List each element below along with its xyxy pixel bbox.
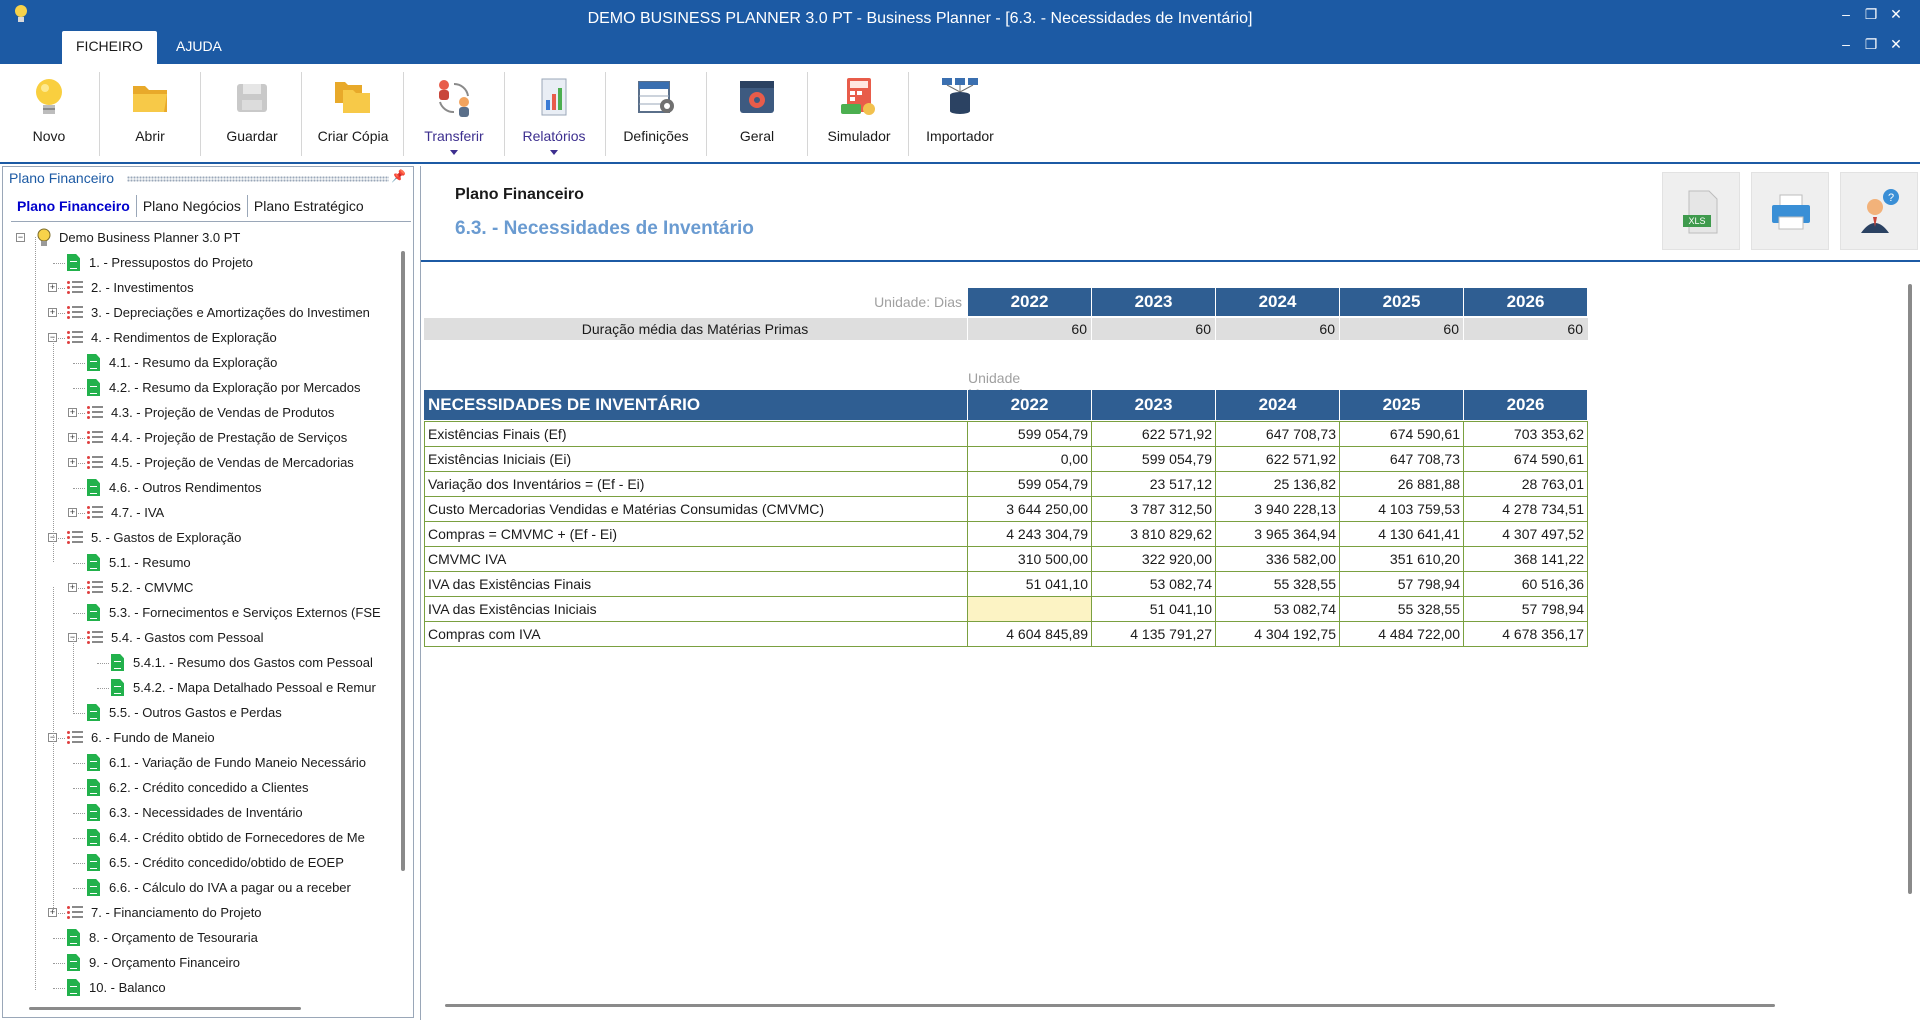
tree-item[interactable] [9, 652, 394, 674]
year-header: 2026 [1464, 390, 1588, 420]
list-icon [67, 731, 83, 745]
document-icon [111, 654, 124, 671]
tree-connector [73, 788, 85, 789]
tree-connector [53, 337, 54, 562]
tree-item-label: 4. - Rendimentos de Exploração [91, 330, 277, 345]
tree-item-label: Demo Business Planner 3.0 PT [59, 230, 241, 245]
list-icon [87, 406, 103, 420]
tree-connector [73, 488, 85, 489]
tree-item-label: 5.4.1. - Resumo dos Gastos com Pessoal [133, 655, 373, 670]
document-icon [87, 379, 100, 396]
list-icon [67, 531, 83, 545]
relatorios-button[interactable]: Relatórios [505, 68, 603, 158]
table-cell[interactable]: 55 328,55 [1340, 597, 1464, 622]
mdi-window-controls [1836, 36, 1906, 56]
collapse-icon[interactable]: − [49, 332, 56, 342]
table-cell[interactable]: 3 644 250,00 [968, 497, 1092, 522]
cell-divider [1215, 318, 1216, 340]
tree-item[interactable] [9, 527, 394, 549]
content-vertical-scrollbar[interactable] [1908, 284, 1912, 894]
lightbulb-icon [29, 76, 69, 118]
row-label: CMVMC IVA [424, 547, 968, 572]
content-panel [420, 166, 1920, 1020]
window-title: DEMO BUSINESS PLANNER 3.0 PT - Business Planner - [6.3. - Necessidades de Inventário] [587, 10, 1253, 27]
table-cell[interactable]: 60 [1567, 321, 1583, 337]
tree-item-label: 4.5. - Projeção de Vendas de Mercadorias [111, 455, 354, 470]
svg-text:?: ? [1887, 192, 1895, 204]
definicoes-button[interactable]: Definições [607, 68, 705, 158]
list-icon [67, 331, 83, 345]
help-button[interactable] [1840, 172, 1918, 250]
cell-divider [1339, 318, 1340, 340]
collapse-icon[interactable]: − [69, 632, 76, 642]
table-cell[interactable]: 53 082,74 [1216, 597, 1340, 622]
tree-item[interactable] [9, 302, 394, 324]
tree-connector [73, 763, 85, 764]
collapse-icon[interactable]: − [17, 232, 24, 242]
tree-item-label: 4.3. - Projeção de Vendas de Produtos [111, 405, 335, 420]
chevron-down-icon [550, 150, 558, 155]
toolbar-separator [403, 72, 404, 156]
table-cell[interactable]: 674 590,61 [1464, 447, 1588, 472]
tree-item-label: 6.5. - Crédito concedido/obtido de EOEP [109, 855, 344, 870]
table-cell[interactable]: 51 041,10 [968, 572, 1092, 597]
tree-vertical-scrollbar[interactable] [401, 251, 405, 871]
table-cell[interactable]: 60 516,36 [1464, 572, 1588, 597]
tree-item-label: 6.4. - Crédito obtido de Fornecedores de Me [109, 830, 365, 845]
tab-plano-estrategico[interactable]: Plano Estratégico [253, 198, 364, 214]
document-icon [87, 554, 100, 571]
criar-copia-button[interactable]: Criar Cópia [304, 68, 402, 158]
tree-item[interactable] [9, 952, 394, 974]
page-title: 6.3. - Necessidades de Inventário [455, 218, 754, 239]
year-header: 2024 [1216, 390, 1340, 420]
year-header: 2024 [1216, 288, 1339, 316]
restore-icon[interactable]: ❐ [1864, 36, 1878, 52]
xls-label: XLS [1688, 216, 1706, 226]
tree-connector [73, 863, 85, 864]
list-icon [87, 581, 103, 595]
document-icon [87, 829, 100, 846]
table-cell[interactable]: 4 278 734,51 [1464, 497, 1588, 522]
tree-connector [97, 663, 109, 664]
document-icon [111, 679, 124, 696]
table-cell[interactable]: 647 708,73 [1216, 422, 1340, 447]
tree-item[interactable] [9, 377, 394, 399]
document-icon [67, 979, 80, 996]
geral-button[interactable]: Geral [708, 68, 806, 158]
row-label: Custo Mercadorias Vendidas e Matérias Consumidas (CMVMC) [424, 497, 968, 522]
navigation-panel [2, 166, 414, 1018]
table-cell[interactable]: 26 881,88 [1340, 472, 1464, 497]
table-cell[interactable]: 60 [1195, 321, 1211, 337]
tree-connector [53, 737, 54, 912]
tree-item-label: 4.7. - IVA [111, 505, 165, 520]
help-user-icon [1841, 173, 1919, 251]
table-cell[interactable]: 53 082,74 [1092, 572, 1216, 597]
novo-button[interactable]: Novo [0, 68, 98, 158]
tree-item-label: 7. - Financiamento do Projeto [91, 905, 262, 920]
lightbulb-icon [35, 228, 53, 248]
tree-item-label: 9. - Orçamento Financeiro [89, 955, 241, 970]
toolbar-separator [200, 72, 201, 156]
minimize-icon[interactable]: – [1842, 36, 1850, 52]
tree-connector [73, 838, 85, 839]
tree-item[interactable] [9, 877, 394, 899]
expand-icon[interactable]: + [69, 507, 76, 517]
tree-item[interactable] [9, 802, 394, 824]
content-header [421, 166, 1920, 262]
table-cell[interactable]: 4 604 845,89 [968, 622, 1092, 647]
tree-item[interactable] [9, 752, 394, 774]
table-cell[interactable]: 4 130 641,41 [1340, 522, 1464, 547]
unit-label: Unidade [968, 370, 1021, 386]
tree-item-label: 4.2. - Resumo da Exploração por Mercados [109, 380, 361, 395]
transferir-button[interactable]: Transferir [405, 68, 503, 158]
list-icon [87, 431, 103, 445]
table-cell[interactable]: 351 610,20 [1340, 547, 1464, 572]
row-label: IVA das Existências Finais [424, 572, 968, 597]
table-cell[interactable]: 0,00 [968, 447, 1092, 472]
row-label: Existências Finais (Ef) [424, 422, 968, 447]
tree-connector [35, 237, 36, 990]
table-cell[interactable]: 57 798,94 [1464, 597, 1588, 622]
table-cell[interactable]: 51 041,10 [1092, 597, 1216, 622]
tree-connector [73, 813, 85, 814]
tree-item[interactable] [9, 852, 394, 874]
tree-item-label: 5.4.2. - Mapa Detalhado Pessoal e Remur [133, 680, 376, 695]
document-icon [67, 954, 80, 971]
table-cell[interactable]: 622 571,92 [1092, 422, 1216, 447]
tree-item[interactable] [9, 452, 394, 474]
cell-divider [967, 318, 968, 340]
row-label: Compras com IVA [424, 622, 968, 647]
minimize-icon[interactable]: – [1842, 6, 1850, 22]
toolbar-separator [706, 72, 707, 156]
document-icon [67, 929, 80, 946]
table-cell[interactable]: 4 243 304,79 [968, 522, 1092, 547]
year-header: 2025 [1340, 390, 1464, 420]
tree-item-label: 3. - Depreciações e Amortizações do Investimen [91, 305, 370, 320]
table-cell[interactable]: 322 920,00 [1092, 547, 1216, 572]
tree-connector [53, 988, 65, 989]
report-chart-icon [534, 76, 574, 118]
tree-item[interactable] [9, 352, 394, 374]
table-cell[interactable]: 4 678 356,17 [1464, 622, 1588, 647]
table-cell[interactable]: 4 307 497,52 [1464, 522, 1588, 547]
table-cell[interactable]: 674 590,61 [1340, 422, 1464, 447]
tree-item[interactable] [9, 502, 394, 524]
year-header: 2023 [1092, 390, 1216, 420]
table-cell[interactable]: 4 304 192,75 [1216, 622, 1340, 647]
table-heading: NECESSIDADES DE INVENTÁRIO [424, 390, 968, 420]
document-icon [87, 779, 100, 796]
gear-window-icon [737, 76, 777, 118]
year-header: 2022 [968, 390, 1092, 420]
restore-icon[interactable]: ❐ [1864, 6, 1878, 22]
table-cell[interactable]: 4 484 722,00 [1340, 622, 1464, 647]
table-cell[interactable]: 3 940 228,13 [1216, 497, 1340, 522]
importador-button[interactable]: Importador [911, 68, 1009, 158]
row-label: Variação dos Inventários = (Ef - Ei) [424, 472, 968, 497]
tree-item[interactable] [9, 977, 394, 997]
tree-item-label: 5.1. - Resumo [109, 555, 191, 570]
tree-item-label: 6.2. - Crédito concedido a Clientes [109, 780, 309, 795]
folder-open-icon [130, 76, 170, 118]
year-header: 2023 [1092, 288, 1215, 316]
table-cell[interactable]: 336 582,00 [1216, 547, 1340, 572]
tree-item[interactable] [9, 577, 394, 599]
title-bar [0, 0, 1920, 64]
expand-icon[interactable]: + [49, 307, 56, 317]
table-cell[interactable]: 368 141,22 [1464, 547, 1588, 572]
table-cell[interactable]: 310 500,00 [968, 547, 1092, 572]
copy-folder-icon [333, 76, 373, 118]
table-cell[interactable]: 28 763,01 [1464, 472, 1588, 497]
table-cell[interactable]: 599 054,79 [968, 472, 1092, 497]
year-header: 2025 [1340, 288, 1463, 316]
calculator-money-icon [839, 76, 879, 118]
toolbar-separator [807, 72, 808, 156]
settings-grid-icon [636, 76, 676, 118]
tree-item-label: 2. - Investimentos [91, 280, 194, 295]
tab-ficheiro[interactable]: FICHEIRO [62, 31, 157, 64]
tree-item-label: 10. - Balanco [89, 980, 166, 995]
document-icon [87, 879, 100, 896]
row-label: IVA das Existências Iniciais [424, 597, 968, 622]
expand-icon[interactable]: + [69, 432, 76, 442]
table-cell[interactable]: 25 136,82 [1216, 472, 1340, 497]
table-cell[interactable]: 60 [1071, 321, 1087, 337]
list-icon [67, 281, 83, 295]
tree-item-label: 4.6. - Outros Rendimentos [109, 480, 262, 495]
guardar-button[interactable]: Guardar [203, 68, 301, 158]
simulador-button[interactable]: Simulador [810, 68, 908, 158]
list-icon [87, 506, 103, 520]
tree-item[interactable] [9, 902, 394, 924]
table-cell[interactable]: 23 517,12 [1092, 472, 1216, 497]
tree-item-label: 5.5. - Outros Gastos e Perdas [109, 705, 282, 720]
tree-item[interactable] [9, 827, 394, 849]
tab-plano-financeiro[interactable]: Plano Financeiro [11, 195, 137, 217]
table-cell[interactable]: 60 [1443, 321, 1459, 337]
table-cell[interactable]: 3 965 364,94 [1216, 522, 1340, 547]
tree-item[interactable] [9, 552, 394, 574]
table-cell[interactable]: 60 [1319, 321, 1335, 337]
table-cell[interactable]: 599 054,79 [1092, 447, 1216, 472]
excel-export-icon [1663, 173, 1741, 251]
toolbar-separator [908, 72, 909, 156]
document-icon [87, 604, 100, 621]
close-icon[interactable]: ✕ [1890, 36, 1902, 52]
tree-item[interactable] [9, 227, 394, 249]
window-controls [1836, 6, 1906, 26]
close-icon[interactable]: ✕ [1890, 6, 1902, 22]
tree-item[interactable] [9, 927, 394, 949]
tree-item[interactable] [9, 327, 394, 349]
tree-item[interactable] [9, 627, 394, 649]
tree-connector [73, 637, 74, 712]
tree-item[interactable] [9, 477, 394, 499]
tree-item-label: 5.3. - Fornecimentos e Serviços Externos (FSE [109, 605, 381, 620]
tab-plano-negocios[interactable]: Plano Negócios [137, 195, 248, 217]
unit-label: Unidade: Dias [874, 294, 962, 310]
panel-title: Plano Financeiro [9, 170, 115, 186]
tree-item-label: 4.4. - Projeção de Prestação de Serviços [111, 430, 348, 445]
toolbar-separator [99, 72, 100, 156]
tree-connector [73, 613, 85, 614]
tree-connector [73, 363, 85, 364]
expand-icon[interactable]: + [69, 407, 76, 417]
document-icon [87, 854, 100, 871]
ribbon-toolbar [0, 64, 1920, 164]
list-icon [87, 456, 103, 470]
tree-item[interactable] [9, 402, 394, 424]
tree-item-label: 6.3. - Necessidades de Inventário [109, 805, 303, 820]
expand-icon[interactable]: + [49, 907, 56, 917]
collapse-icon[interactable]: − [49, 732, 56, 742]
document-icon [87, 804, 100, 821]
tree-item-label: 5.2. - CMVMC [111, 580, 194, 595]
table-cell[interactable]: 3 787 312,50 [1092, 497, 1216, 522]
tree-horizontal-scrollbar[interactable] [29, 1007, 301, 1010]
tree-item[interactable] [9, 602, 394, 624]
content-horizontal-scrollbar[interactable] [445, 1004, 1775, 1007]
tree-item[interactable] [9, 702, 394, 724]
expand-icon[interactable]: + [69, 457, 76, 467]
row-label: Existências Iniciais (Ei) [424, 447, 968, 472]
list-icon [87, 631, 103, 645]
table-cell[interactable]: 4 135 791,27 [1092, 622, 1216, 647]
transfer-users-icon [434, 76, 474, 118]
table-cell[interactable]: 4 103 759,53 [1340, 497, 1464, 522]
tree-item-label: 4.1. - Resumo da Exploração [109, 355, 278, 370]
tree-item-label: 5. - Gastos de Exploração [91, 530, 242, 545]
tree-item[interactable] [9, 427, 394, 449]
table-cell[interactable]: 57 798,94 [1340, 572, 1464, 597]
table-cell[interactable]: 3 810 829,62 [1092, 522, 1216, 547]
tree-connector [53, 263, 65, 264]
table-cell[interactable]: 55 328,55 [1216, 572, 1340, 597]
tree-item[interactable] [9, 277, 394, 299]
collapse-icon[interactable]: − [49, 532, 56, 542]
table-cell[interactable] [968, 597, 1092, 622]
document-icon [67, 254, 80, 271]
tree-item-label: 8. - Orçamento de Tesouraria [89, 930, 258, 945]
tree-connector [73, 388, 85, 389]
year-header: 2026 [1464, 288, 1587, 316]
navigation-tree [9, 227, 394, 997]
toolbar-separator [605, 72, 606, 156]
toolbar-separator [301, 72, 302, 156]
cell-divider [1091, 318, 1092, 340]
document-icon [87, 754, 100, 771]
expand-icon[interactable]: + [49, 282, 56, 292]
export-xls-button[interactable] [1662, 172, 1740, 250]
tree-item[interactable] [9, 677, 394, 699]
save-icon [232, 76, 272, 118]
tree-item-label: 5.4. - Gastos com Pessoal [111, 630, 264, 645]
tree-connector [53, 963, 65, 964]
pin-icon[interactable]: 📌 [391, 169, 406, 183]
print-button[interactable] [1751, 172, 1829, 250]
tree-item-label: 1. - Pressupostos do Projeto [89, 255, 254, 270]
breadcrumb: Plano Financeiro [455, 186, 584, 203]
table-cell[interactable]: 599 054,79 [968, 422, 1092, 447]
tab-ajuda[interactable]: AJUDA [176, 38, 222, 54]
table-cell[interactable]: 622 571,92 [1216, 447, 1340, 472]
chevron-down-icon [450, 150, 458, 155]
row-label: Compras = CMVMC + (Ef - Ei) [424, 522, 968, 547]
tree-item[interactable] [9, 777, 394, 799]
list-icon [67, 906, 83, 920]
document-icon [87, 704, 100, 721]
database-import-icon [940, 76, 980, 118]
abrir-button[interactable]: Abrir [101, 68, 199, 158]
tree-connector [73, 888, 85, 889]
document-icon [87, 354, 100, 371]
list-icon [67, 306, 83, 320]
cell-divider [1463, 318, 1464, 340]
tree-connector [73, 563, 85, 564]
tab-underline [11, 221, 411, 222]
document-icon [87, 479, 100, 496]
year-header: 2022 [968, 288, 1091, 316]
tree-connector [73, 713, 85, 714]
panel-tabs [11, 195, 370, 217]
tree-item[interactable] [9, 727, 394, 749]
table-cell[interactable]: 703 353,62 [1464, 422, 1588, 447]
row-label: Duração média das Matérias Primas [581, 321, 809, 337]
panel-header [3, 167, 413, 189]
tree-connector [97, 688, 109, 689]
tree-item-label: 6.6. - Cálculo do IVA a pagar ou a receber [109, 880, 351, 895]
tree-item[interactable] [9, 252, 394, 274]
tree-item-label: 6.1. - Variação de Fundo Maneio Necessário [109, 755, 367, 770]
printer-icon [1752, 173, 1830, 251]
expand-icon[interactable]: + [69, 582, 76, 592]
tree-connector [53, 938, 65, 939]
panel-grip[interactable] [127, 176, 389, 182]
table-cell[interactable]: 647 708,73 [1340, 447, 1464, 472]
tree-item-label: 6. - Fundo de Maneio [91, 730, 215, 745]
